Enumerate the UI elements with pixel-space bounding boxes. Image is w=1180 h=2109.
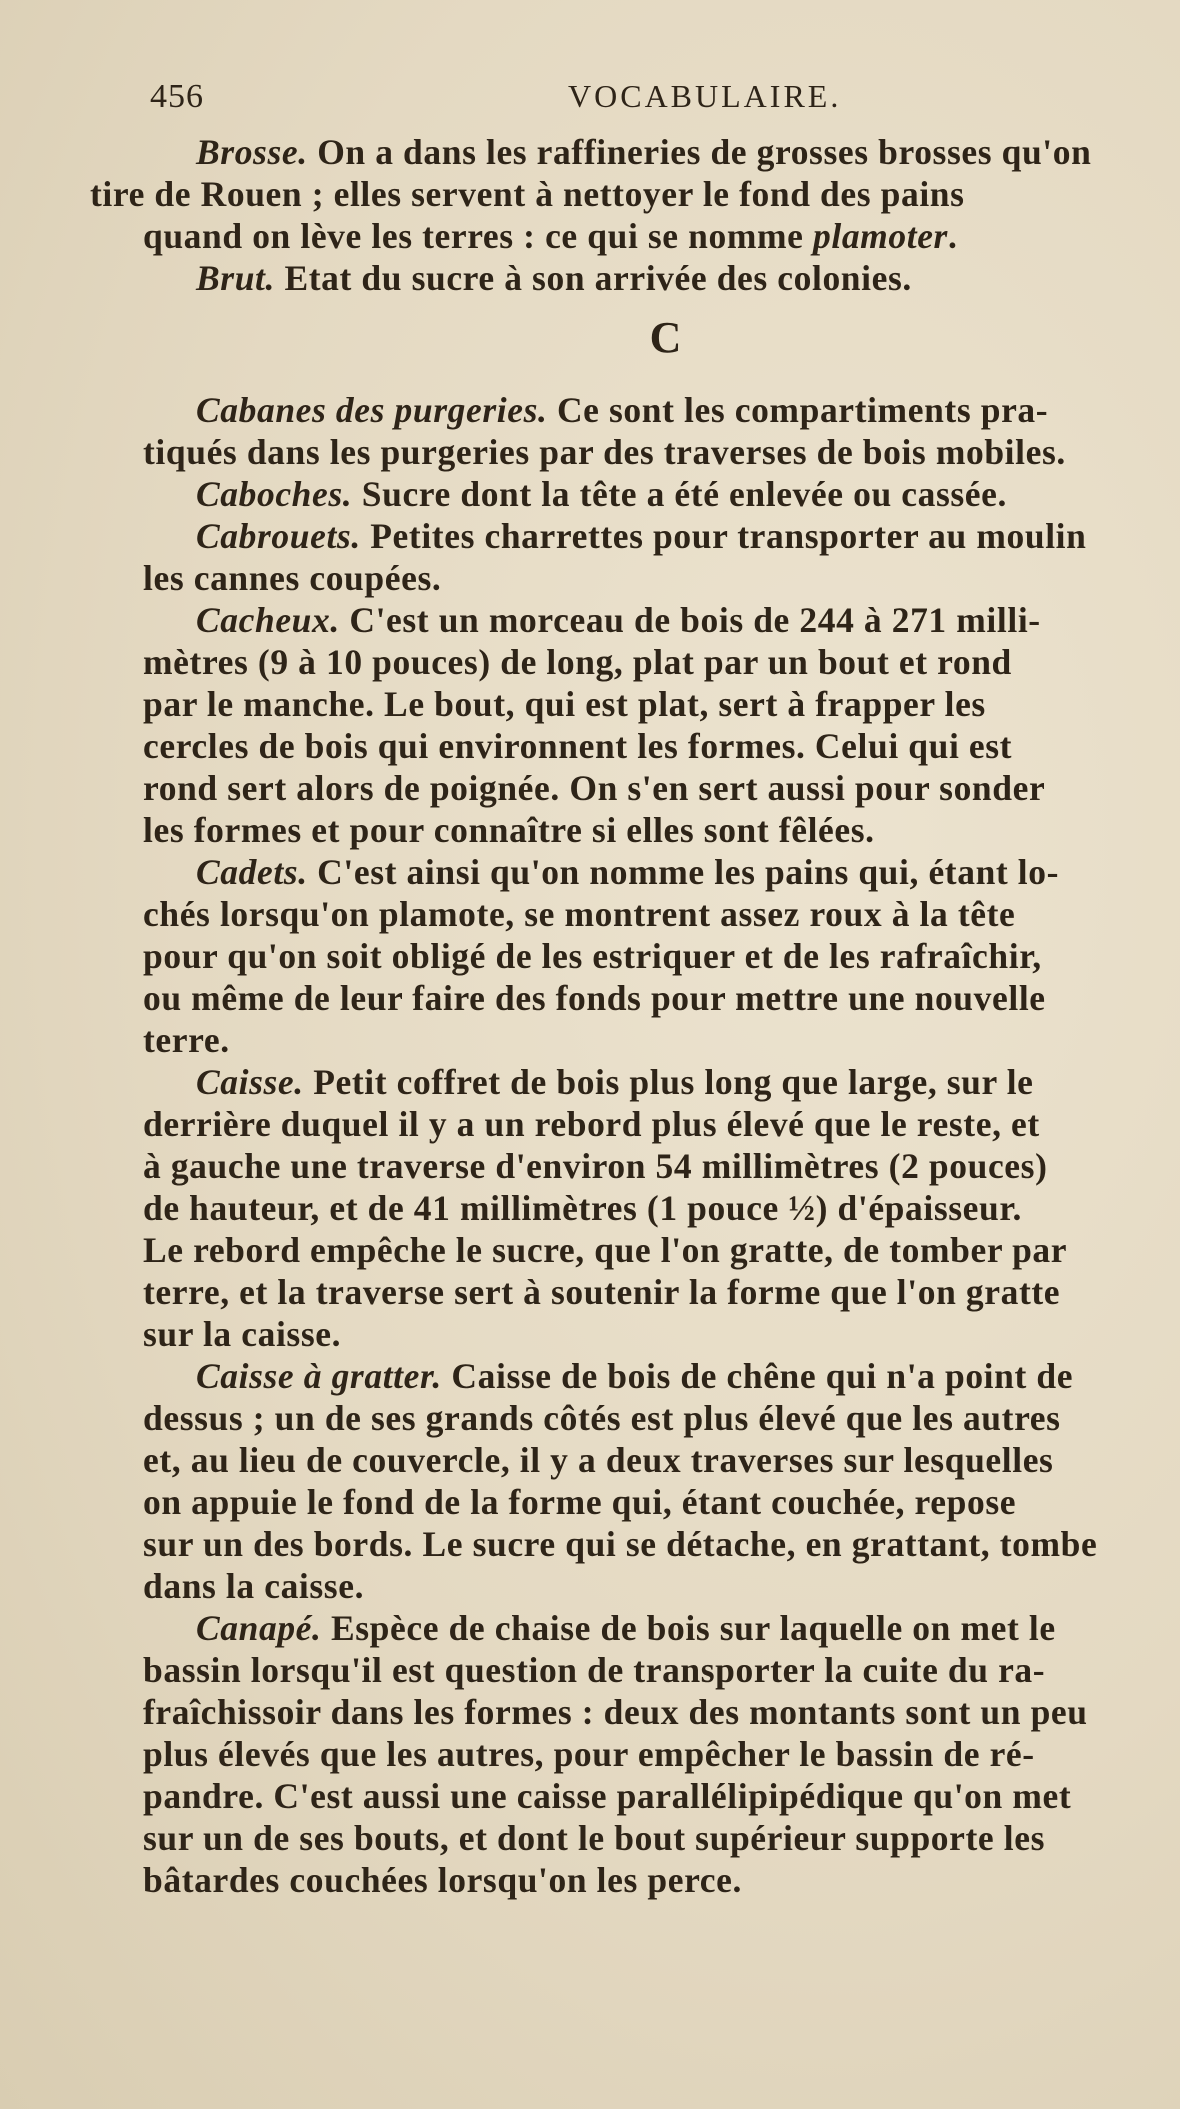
entry-text: On a dans les raffineries de grosses brosses qu'on <box>307 132 1092 172</box>
entry-text: et, au lieu de couvercle, il y a deux traverses sur lesquelles <box>143 1440 1054 1480</box>
entry-term: Brosse. <box>196 132 308 172</box>
entry-cabanes <box>143 389 1178 473</box>
entry-term: Caboches. <box>196 474 353 514</box>
entry-text: Etat du sucre à son arrivée des colonies. <box>274 258 912 298</box>
entry-text: C'est ainsi qu'on nomme les pains qui, étant lo- <box>307 852 1060 892</box>
running-title: VOCABULAIRE. <box>568 78 842 114</box>
entry-brosse <box>90 131 1178 257</box>
entry-text: les formes et pour connaître si elles sont fêlées. <box>143 810 875 850</box>
entry-line <box>90 215 957 257</box>
entry-cabrouets <box>143 515 1178 599</box>
entry-text: fraîchissoir dans les formes : deux des montants sont un peu <box>143 1692 1088 1732</box>
entry-canape <box>143 1607 1178 1901</box>
entry-term: Caisse à gratter. <box>196 1356 442 1396</box>
entry-text: Espèce de chaise de bois sur laquelle on met le <box>321 1608 1056 1648</box>
page-header <box>150 78 1050 128</box>
entry-text: dessus ; un de ses grands côtés est plus élevé que les autres <box>143 1398 1061 1438</box>
entry-text: par le manche. Le bout, qui est plat, sert à frapper les <box>143 684 986 724</box>
entry-cacheux <box>143 599 1178 851</box>
entry-text: dans la caisse. <box>143 1566 365 1606</box>
entry-text: rond sert alors de poignée. On s'en sert aussi pour sonder <box>143 768 1046 808</box>
entry-text: de hauteur, et de 41 millimètres (1 pouce ½) d'épaisseur. <box>143 1188 1022 1228</box>
entry-text: Sucre dont la tête a été enlevée ou cassée. <box>352 474 1007 514</box>
entry-text: sur la caisse. <box>143 1314 342 1354</box>
entry-text: Le rebord empêche le sucre, que l'on gratte, de tomber par <box>143 1230 1068 1270</box>
entry-text: tire de Rouen ; elles servent à nettoyer le fond des pains <box>90 174 965 214</box>
entry-text: Petit coffret de bois plus long que large, sur le <box>303 1062 1034 1102</box>
page-number: 456 <box>150 78 204 115</box>
entry-text: sur un des bords. Le sucre qui se détache, en grattant, tombe <box>143 1524 1098 1564</box>
entry-term: Cacheux. <box>196 600 340 640</box>
entry-term: Caisse. <box>196 1062 304 1102</box>
entry-caisse-a-gratter <box>143 1355 1178 1607</box>
entry-text: chés lorsqu'on plamote, se montrent assez roux à la tête <box>143 894 1016 934</box>
entry-text: pour qu'on soit obligé de les estriquer et de les rafraîchir, <box>143 936 1042 976</box>
entry-term: Cadets. <box>196 852 308 892</box>
entry-text: Ce sont les compartiments pra- <box>547 390 1049 430</box>
entry-cadets <box>143 851 1178 1061</box>
entry-text: derrière duquel il y a un rebord plus élevé que le reste, et <box>143 1104 1040 1144</box>
page-body <box>90 131 1178 1901</box>
entry-term: Cabrouets. <box>196 516 361 556</box>
entry-text: bâtardes couchées lorsqu'on les perce. <box>143 1860 742 1900</box>
entry-text: C'est un morceau de bois de 244 à 271 milli- <box>339 600 1041 640</box>
entry-text: Petites charrettes pour transporter au moulin <box>360 516 1087 556</box>
section-letter: C <box>649 313 682 362</box>
entry-text: tiqués dans les purgeries par des traverses de bois mobiles. <box>143 432 1066 472</box>
entry-text: les cannes coupées. <box>143 558 442 598</box>
entry-text: plus élevés que les autres, pour empêcher le bassin de ré- <box>143 1734 1035 1774</box>
entry-text: ou même de leur faire des fonds pour mettre une nouvelle <box>143 978 1046 1018</box>
entry-text: bassin lorsqu'il est question de transporter la cuite du ra- <box>143 1650 1046 1690</box>
entry-term: Brut. <box>196 258 275 298</box>
entry-text: cercles de bois qui environnent les formes. Celui qui est <box>143 726 1013 766</box>
entry-term: Cabanes des purgeries. <box>196 390 548 430</box>
entry-text: mètres (9 à 10 pouces) de long, plat par un bout et rond <box>143 642 1012 682</box>
entry-text: terre. <box>143 1020 230 1060</box>
entry-text: pandre. C'est aussi une caisse parallélipipédique qu'on met <box>143 1776 1072 1816</box>
entry-text: à gauche une traverse d'environ 54 millimètres (2 pouces) <box>143 1146 1048 1186</box>
entry-text: quand on lève les terres : ce qui se nomme <box>143 216 813 256</box>
entry-text: Caisse de bois de chêne qui n'a point de <box>441 1356 1074 1396</box>
entry-text: terre, et la traverse sert à soutenir la forme que l'on gratte <box>143 1272 1061 1312</box>
entry-brut <box>143 257 1178 299</box>
entry-text: on appuie le fond de la forme qui, étant couchée, repose <box>143 1482 1017 1522</box>
entry-text: . <box>947 216 958 256</box>
emphasized-word: plamoter <box>813 216 948 256</box>
entry-caisse <box>143 1061 1178 1355</box>
entry-caboches <box>143 473 1178 515</box>
entry-text: sur un de ses bouts, et dont le bout supérieur supporte les <box>143 1818 1045 1858</box>
entry-term: Canapé. <box>196 1608 322 1648</box>
